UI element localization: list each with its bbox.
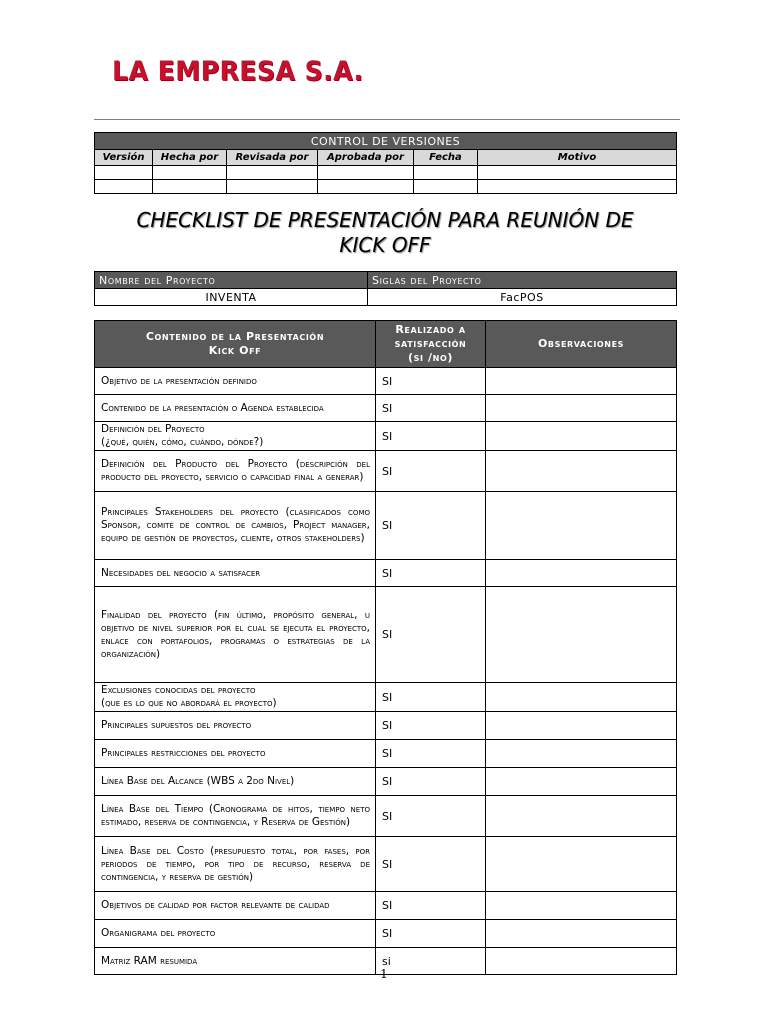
- checklist-item-status: SI: [376, 451, 486, 492]
- table-row: [95, 180, 677, 194]
- checklist-item-text: Necesidades del negocio a satisfacer: [95, 560, 376, 587]
- checklist-item-status: SI: [376, 712, 486, 740]
- checklist-item-text: Línea Base del Alcance (WBS a 2do Nivel): [95, 768, 376, 796]
- checklist-item-observations: [486, 422, 677, 451]
- column-header: Fecha: [414, 150, 478, 166]
- checklist-item-text: Objetivos de calidad por factor relevante de calidad: [95, 892, 376, 920]
- checklist-item-status: SI: [376, 492, 486, 560]
- checklist-item-status: SI: [376, 587, 486, 683]
- checklist-item-observations: [486, 796, 677, 837]
- checklist-item-text: Línea Base del Costo (presupuesto total, por fases, por periodos de tiempo, por tipo de recurso, reserva de contingencia, y reserva de gestión): [95, 837, 376, 892]
- document-title-line: KICK OFF: [339, 233, 431, 257]
- checklist-item-observations: [486, 368, 677, 395]
- checklist-item-observations: [486, 492, 677, 560]
- checklist-item-text: Finalidad del proyecto (fin último, propósito general, u objetivo de nivel superior por el cual se ejecuta el proyecto, enlace con portafolios, programas o estrategias de la organización): [95, 587, 376, 683]
- checklist-row: [95, 796, 677, 837]
- project-acronym: FacPOS: [368, 289, 677, 306]
- project-acronym-label: Siglas del Proyecto: [368, 272, 677, 289]
- checklist-row: [95, 368, 677, 395]
- checklist-item-observations: [486, 892, 677, 920]
- project-name: INVENTA: [95, 289, 368, 306]
- checklist-table: [94, 320, 677, 975]
- checklist-row: [95, 683, 677, 712]
- checklist-item-text: Definición del Producto del Proyecto (descripción del producto del proyecto, servicio o capacidad final a generar): [95, 451, 376, 492]
- checklist-item-text: Matriz RAM resumida: [95, 948, 376, 975]
- checklist-item-status: SI: [376, 683, 486, 712]
- checklist-item-status: SI: [376, 892, 486, 920]
- column-header-observations: Observaciones: [486, 321, 677, 368]
- checklist-item-observations: [486, 712, 677, 740]
- checklist-row: [95, 492, 677, 560]
- checklist-item-status: SI: [376, 796, 486, 837]
- checklist-item-observations: [486, 395, 677, 422]
- checklist-item-observations: [486, 683, 677, 712]
- checklist-item-status: SI: [376, 768, 486, 796]
- document-title: [94, 208, 676, 258]
- checklist-item-observations: [486, 837, 677, 892]
- checklist-item-observations: [486, 920, 677, 948]
- checklist-item-text: Objetivo de la presentación definido: [95, 368, 376, 395]
- checklist-item-text: Principales restricciones del proyecto: [95, 740, 376, 768]
- checklist-row: [95, 451, 677, 492]
- project-table: [94, 271, 677, 306]
- checklist-row: [95, 920, 677, 948]
- header-line: (si /no): [408, 351, 453, 364]
- version-control-title: CONTROL DE VERSIONES: [95, 133, 677, 150]
- document-title-line: CHECKLIST DE PRESENTACIÓN PARA REUNIÓN DE: [136, 208, 634, 232]
- checklist-item-text: Definición del Proyecto (¿qué, quién, cómo, cuándo, dónde?): [95, 422, 376, 451]
- checklist-item-text: Principales Stakeholders del proyecto (clasificados como Sponsor, comité de control de cambios, Project manager, equipo de gestión de proyectos, cliente, otros stakeholders): [95, 492, 376, 560]
- checklist-item-text: Exclusiones conocidas del proyecto (que es lo que no abordará el proyecto): [95, 683, 376, 712]
- checklist-item-status: SI: [376, 920, 486, 948]
- checklist-row: [95, 587, 677, 683]
- checklist-item-status: SI: [376, 740, 486, 768]
- checklist-item-text: Organigrama del proyecto: [95, 920, 376, 948]
- checklist-item-observations: [486, 451, 677, 492]
- checklist-item-status: SI: [376, 368, 486, 395]
- table-row: [95, 166, 677, 180]
- checklist-item-status: SI: [376, 422, 486, 451]
- checklist-row: [95, 768, 677, 796]
- project-name-label: Nombre del Proyecto: [95, 272, 368, 289]
- checklist-item-observations: [486, 560, 677, 587]
- company-logo: LA EMPRESA S.A.: [112, 56, 364, 87]
- checklist-item-status: si: [376, 948, 486, 975]
- checklist-item-status: SI: [376, 560, 486, 587]
- column-header: Versión: [95, 150, 153, 166]
- page-number: 1: [380, 967, 388, 981]
- version-control-table: [94, 132, 677, 194]
- checklist-item-observations: [486, 768, 677, 796]
- checklist-row: [95, 712, 677, 740]
- column-header: Aprobada por: [318, 150, 414, 166]
- checklist-row: [95, 395, 677, 422]
- header-line: Kick Off: [208, 344, 262, 357]
- checklist-item-text: Línea Base del Tiempo (Cronograma de hitos, tiempo neto estimado, reserva de contingencia, y Reserva de Gestión): [95, 796, 376, 837]
- column-header: Hecha por: [153, 150, 227, 166]
- column-header-content: [95, 321, 376, 368]
- header-divider: [94, 119, 680, 120]
- checklist-item-observations: [486, 740, 677, 768]
- checklist-row: [95, 837, 677, 892]
- checklist-item-text: Contenido de la presentación o Agenda establecida: [95, 395, 376, 422]
- header-line: Contenido de la Presentación: [145, 330, 325, 343]
- column-header: Revisada por: [227, 150, 318, 166]
- checklist-row: [95, 560, 677, 587]
- checklist-item-text: Principales supuestos del proyecto: [95, 712, 376, 740]
- column-header-done: [376, 321, 486, 368]
- checklist-item-observations: [486, 587, 677, 683]
- header-line: Realizado a: [395, 323, 466, 336]
- column-header: Motivo: [478, 150, 677, 166]
- checklist-row: [95, 422, 677, 451]
- header-line: satisfacción: [394, 337, 467, 350]
- checklist-row: [95, 740, 677, 768]
- checklist-item-status: SI: [376, 837, 486, 892]
- checklist-row: [95, 892, 677, 920]
- checklist-item-status: SI: [376, 395, 486, 422]
